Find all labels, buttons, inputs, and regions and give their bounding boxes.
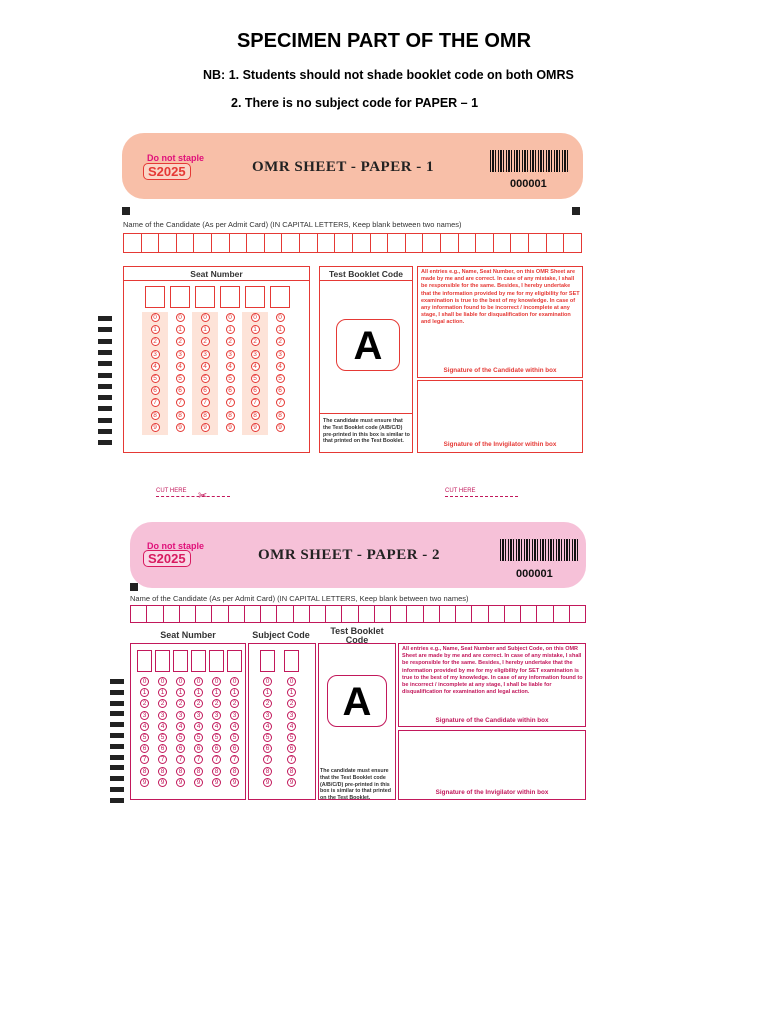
- bubble-5[interactable]: 5: [176, 733, 185, 742]
- bubble-0[interactable]: 0: [194, 677, 203, 686]
- bubble-7[interactable]: 7: [226, 398, 235, 407]
- digit-write-box[interactable]: [209, 650, 224, 672]
- name-letter-box[interactable]: [374, 605, 391, 623]
- bubble-8[interactable]: 8: [276, 411, 285, 420]
- name-letter-box[interactable]: [553, 605, 570, 623]
- bubble-6[interactable]: 6: [251, 386, 260, 395]
- bubble-0[interactable]: 0: [158, 677, 167, 686]
- bubble-9[interactable]: 9: [176, 423, 185, 432]
- registration-mark: [122, 207, 130, 215]
- registration-mark: [572, 207, 580, 215]
- bubble-2[interactable]: 2: [230, 699, 239, 708]
- bubble-4[interactable]: 4: [226, 362, 235, 371]
- divider: [319, 413, 413, 414]
- name-letter-box[interactable]: [510, 233, 529, 253]
- bubble-7[interactable]: 7: [263, 755, 272, 764]
- name-letter-box[interactable]: [455, 605, 472, 623]
- test-booklet-label: Test Booklet Code: [329, 269, 403, 279]
- bubble-6[interactable]: 6: [140, 744, 149, 753]
- timing-mark: [98, 395, 112, 400]
- name-letter-box[interactable]: [406, 605, 423, 623]
- name-letter-box[interactable]: [195, 605, 212, 623]
- bubble-0[interactable]: 0: [201, 313, 210, 322]
- name-letter-box[interactable]: [334, 233, 353, 253]
- bubble-1[interactable]: 1: [251, 325, 260, 334]
- timing-mark: [110, 798, 124, 803]
- name-letter-box[interactable]: [276, 605, 293, 623]
- bubble-1[interactable]: 1: [201, 325, 210, 334]
- note-2: 2. There is no subject code for PAPER – 1: [231, 96, 479, 110]
- bubble-3[interactable]: 3: [263, 711, 272, 720]
- bubble-4[interactable]: 4: [287, 722, 296, 731]
- timing-mark: [98, 429, 112, 434]
- name-letter-box[interactable]: [440, 233, 459, 253]
- bubble-4[interactable]: 4: [251, 362, 260, 371]
- name-letter-box[interactable]: [193, 233, 212, 253]
- seat-number-label: Seat Number: [190, 269, 243, 279]
- digit-write-box[interactable]: [191, 650, 206, 672]
- name-letter-box[interactable]: [130, 605, 147, 623]
- serial-number: 000001: [510, 178, 547, 190]
- bubble-6[interactable]: 6: [176, 744, 185, 753]
- bubble-3[interactable]: 3: [276, 350, 285, 359]
- bubble-2[interactable]: 2: [176, 337, 185, 346]
- digit-write-box[interactable]: [245, 286, 265, 308]
- bubble-9[interactable]: 9: [140, 778, 149, 787]
- bubble-8[interactable]: 8: [263, 767, 272, 776]
- name-letter-box[interactable]: [439, 605, 456, 623]
- digit-write-box[interactable]: [137, 650, 152, 672]
- bubble-2[interactable]: 2: [276, 337, 285, 346]
- sheet-title: OMR SHEET - PAPER - 2: [258, 547, 441, 563]
- bubble-3[interactable]: 3: [194, 711, 203, 720]
- bubble-3[interactable]: 3: [140, 711, 149, 720]
- test-booklet-label: Test Booklet Code: [330, 626, 384, 645]
- name-letter-box[interactable]: [146, 605, 163, 623]
- bubble-6[interactable]: 6: [226, 386, 235, 395]
- bubble-9[interactable]: 9: [158, 778, 167, 787]
- name-letter-box[interactable]: [422, 233, 441, 253]
- registration-mark: [130, 583, 138, 591]
- timing-mark: [110, 690, 124, 695]
- cut-line: [445, 496, 518, 497]
- divider: [319, 280, 413, 281]
- bubble-8[interactable]: 8: [230, 767, 239, 776]
- timing-mark: [98, 440, 112, 445]
- bubble-5[interactable]: 5: [230, 733, 239, 742]
- digit-write-box[interactable]: [227, 650, 242, 672]
- timing-mark: [110, 755, 124, 760]
- bubble-1[interactable]: 1: [158, 688, 167, 697]
- bubble-7[interactable]: 7: [276, 398, 285, 407]
- name-letter-box[interactable]: [179, 605, 196, 623]
- name-letter-box[interactable]: [370, 233, 389, 253]
- bubble-1[interactable]: 1: [276, 325, 285, 334]
- bubble-2[interactable]: 2: [158, 699, 167, 708]
- bubble-0[interactable]: 0: [151, 313, 160, 322]
- serial-number: 000001: [516, 568, 553, 580]
- bubble-0[interactable]: 0: [176, 677, 185, 686]
- bubble-8[interactable]: 8: [176, 767, 185, 776]
- bubble-9[interactable]: 9: [176, 778, 185, 787]
- candidate-signature-label: Signature of the Candidate within box: [435, 717, 549, 724]
- bubble-6[interactable]: 6: [151, 386, 160, 395]
- declaration-text: All entries e.g., Name, Seat Number and Subject Code, on this OMR Sheet are made by me and are correct. In case of any mistake, I shall be responsible for the same. Besides, I hereby undertake that the information provided by me for my eligibility for SET examination is true to the best of my knowledge. In case of any information found to be incorrect / incomplete at any stage, I shall be liable for disqualification for examination and legal action.: [402, 646, 583, 696]
- invigilator-signature-label: Signature of the Invigilator within box: [435, 789, 549, 796]
- name-letter-box[interactable]: [309, 605, 326, 623]
- digit-write-box[interactable]: [270, 286, 290, 308]
- bubble-3[interactable]: 3: [226, 350, 235, 359]
- name-letter-box[interactable]: [317, 233, 336, 253]
- bubble-5[interactable]: 5: [158, 733, 167, 742]
- name-letter-box[interactable]: [536, 605, 553, 623]
- name-letter-box[interactable]: [488, 605, 505, 623]
- bubble-3[interactable]: 3: [151, 350, 160, 359]
- exam-code: S2025: [143, 550, 191, 567]
- bubble-4[interactable]: 4: [176, 362, 185, 371]
- name-letter-box[interactable]: [246, 233, 265, 253]
- bubble-7[interactable]: 7: [176, 398, 185, 407]
- timing-mark: [98, 327, 112, 332]
- bubble-3[interactable]: 3: [176, 350, 185, 359]
- bubble-1[interactable]: 1: [194, 688, 203, 697]
- bubble-0[interactable]: 0: [140, 677, 149, 686]
- timing-mark: [110, 776, 124, 781]
- name-letter-box[interactable]: [123, 233, 142, 253]
- bubble-3[interactable]: 3: [230, 711, 239, 720]
- bubble-0[interactable]: 0: [287, 677, 296, 686]
- bubble-4[interactable]: 4: [158, 722, 167, 731]
- name-letter-box[interactable]: [358, 605, 375, 623]
- name-letter-box[interactable]: [475, 233, 494, 253]
- bubble-6[interactable]: 6: [201, 386, 210, 395]
- name-letter-box[interactable]: [563, 233, 582, 253]
- bubble-9[interactable]: 9: [201, 423, 210, 432]
- name-letter-box[interactable]: [325, 605, 342, 623]
- digit-write-box[interactable]: [170, 286, 190, 308]
- seat-number-label: Seat Number: [160, 630, 216, 640]
- timing-mark: [98, 316, 112, 321]
- name-letter-box[interactable]: [341, 605, 358, 623]
- bubble-3[interactable]: 3: [158, 711, 167, 720]
- bubble-6[interactable]: 6: [230, 744, 239, 753]
- name-letter-box[interactable]: [211, 605, 228, 623]
- do-not-staple-label: Do not staple: [147, 153, 205, 163]
- sheet-title: OMR SHEET - PAPER - 1: [252, 159, 435, 175]
- bubble-1[interactable]: 1: [230, 688, 239, 697]
- bubble-7[interactable]: 7: [230, 755, 239, 764]
- booklet-code-letter: A: [327, 675, 387, 727]
- name-letter-box[interactable]: [387, 233, 406, 253]
- name-letter-box[interactable]: [493, 233, 512, 253]
- bubble-6[interactable]: 6: [263, 744, 272, 753]
- name-letter-box[interactable]: [405, 233, 424, 253]
- bubble-8[interactable]: 8: [201, 411, 210, 420]
- timing-mark: [110, 787, 124, 792]
- digit-write-box[interactable]: [173, 650, 188, 672]
- bubble-5[interactable]: 5: [140, 733, 149, 742]
- bubble-7[interactable]: 7: [201, 398, 210, 407]
- subject-code-panel: [248, 643, 316, 800]
- bubble-3[interactable]: 3: [176, 711, 185, 720]
- bubble-1[interactable]: 1: [287, 688, 296, 697]
- bubble-2[interactable]: 2: [194, 699, 203, 708]
- booklet-code-letter: A: [336, 319, 400, 371]
- bubble-2[interactable]: 2: [176, 699, 185, 708]
- bubble-4[interactable]: 4: [212, 722, 221, 731]
- bubble-2[interactable]: 2: [251, 337, 260, 346]
- digit-write-box[interactable]: [220, 286, 240, 308]
- bubble-8[interactable]: 8: [287, 767, 296, 776]
- bubble-8[interactable]: 8: [140, 767, 149, 776]
- bubble-6[interactable]: 6: [194, 744, 203, 753]
- timing-mark: [110, 744, 124, 749]
- bubble-4[interactable]: 4: [276, 362, 285, 371]
- bubble-8[interactable]: 8: [226, 411, 235, 420]
- bubble-7[interactable]: 7: [176, 755, 185, 764]
- bubble-7[interactable]: 7: [158, 755, 167, 764]
- bubble-2[interactable]: 2: [287, 699, 296, 708]
- name-letter-box[interactable]: [260, 605, 277, 623]
- timing-mark: [98, 406, 112, 411]
- name-letter-box[interactable]: [158, 233, 177, 253]
- bubble-8[interactable]: 8: [212, 767, 221, 776]
- exam-code: S2025: [143, 163, 191, 180]
- bubble-0[interactable]: 0: [212, 677, 221, 686]
- name-field-label: Name of the Candidate (As per Admit Card) (IN CAPITAL LETTERS, Keep blank between two names): [123, 220, 462, 229]
- bubble-2[interactable]: 2: [263, 699, 272, 708]
- bubble-0[interactable]: 0: [251, 313, 260, 322]
- timing-mark: [110, 722, 124, 727]
- name-letter-box[interactable]: [163, 605, 180, 623]
- bubble-9[interactable]: 9: [263, 778, 272, 787]
- bubble-5[interactable]: 5: [226, 374, 235, 383]
- cut-here-label: CUT HERE: [156, 488, 187, 494]
- bubble-0[interactable]: 0: [263, 677, 272, 686]
- divider: [123, 280, 310, 281]
- note-1: NB: 1. Students should not shade booklet code on both OMRS: [203, 68, 574, 82]
- bubble-1[interactable]: 1: [226, 325, 235, 334]
- cut-here-label: CUT HERE: [445, 488, 476, 494]
- bubble-7[interactable]: 7: [251, 398, 260, 407]
- candidate-name-boxes[interactable]: [130, 605, 586, 623]
- bubble-5[interactable]: 5: [263, 733, 272, 742]
- bubble-1[interactable]: 1: [176, 325, 185, 334]
- bubble-9[interactable]: 9: [212, 778, 221, 787]
- bubble-3[interactable]: 3: [201, 350, 210, 359]
- bubble-9[interactable]: 9: [151, 423, 160, 432]
- bubble-7[interactable]: 7: [212, 755, 221, 764]
- bubble-8[interactable]: 8: [194, 767, 203, 776]
- name-letter-box[interactable]: [299, 233, 318, 253]
- bubble-4[interactable]: 4: [194, 722, 203, 731]
- bubble-1[interactable]: 1: [140, 688, 149, 697]
- bubble-9[interactable]: 9: [230, 778, 239, 787]
- bubble-8[interactable]: 8: [176, 411, 185, 420]
- name-letter-box[interactable]: [458, 233, 477, 253]
- do-not-staple-label: Do not staple: [147, 541, 205, 551]
- name-letter-box[interactable]: [352, 233, 371, 253]
- invigilator-signature-label: Signature of the Invigilator within box: [443, 441, 557, 448]
- bubble-3[interactable]: 3: [251, 350, 260, 359]
- booklet-note: The candidate must ensure that the Test Booklet code (A/B/C/D) pre-printed in this box is similar to that printed on the Test Booklet.: [320, 768, 391, 802]
- bubble-1[interactable]: 1: [212, 688, 221, 697]
- bubble-6[interactable]: 6: [176, 386, 185, 395]
- name-letter-box[interactable]: [228, 605, 245, 623]
- bubble-7[interactable]: 7: [194, 755, 203, 764]
- bubble-9[interactable]: 9: [194, 778, 203, 787]
- bubble-9[interactable]: 9: [287, 778, 296, 787]
- timing-mark: [110, 679, 124, 684]
- name-letter-box[interactable]: [471, 605, 488, 623]
- bubble-6[interactable]: 6: [212, 744, 221, 753]
- barcode: [500, 539, 578, 561]
- bubble-1[interactable]: 1: [176, 688, 185, 697]
- bubble-3[interactable]: 3: [287, 711, 296, 720]
- bubble-0[interactable]: 0: [276, 313, 285, 322]
- name-letter-box[interactable]: [244, 605, 261, 623]
- bubble-5[interactable]: 5: [287, 733, 296, 742]
- timing-mark: [98, 373, 112, 378]
- bubble-4[interactable]: 4: [230, 722, 239, 731]
- timing-mark: [98, 361, 112, 366]
- timing-mark: [98, 384, 112, 389]
- bubble-7[interactable]: 7: [151, 398, 160, 407]
- bubble-8[interactable]: 8: [251, 411, 260, 420]
- barcode: [490, 150, 568, 172]
- name-letter-box[interactable]: [176, 233, 195, 253]
- bubble-5[interactable]: 5: [194, 733, 203, 742]
- name-letter-box[interactable]: [546, 233, 565, 253]
- bubble-2[interactable]: 2: [151, 337, 160, 346]
- bubble-4[interactable]: 4: [151, 362, 160, 371]
- document-title: SPECIMEN PART OF THE OMR: [236, 30, 532, 52]
- bubble-0[interactable]: 0: [176, 313, 185, 322]
- name-letter-box[interactable]: [141, 233, 160, 253]
- name-letter-box[interactable]: [211, 233, 230, 253]
- bubble-4[interactable]: 4: [140, 722, 149, 731]
- candidate-name-boxes[interactable]: [123, 233, 582, 253]
- name-letter-box[interactable]: [264, 233, 283, 253]
- name-letter-box[interactable]: [423, 605, 440, 623]
- bubble-4[interactable]: 4: [263, 722, 272, 731]
- declaration-text: All entries e.g., Name, Seat Number, on this OMR Sheet are made by me and are correct. In case of any mistake, I shall be responsible for the same. Besides, I hereby undertake that the information provided by me for my eligibility for SET examination is true to the best of my knowledge. In case of any information found to be incorrect / incomplete at any stage, I shall be liable for disqualification for examination and legal action.: [421, 269, 580, 326]
- bubble-2[interactable]: 2: [201, 337, 210, 346]
- bubble-7[interactable]: 7: [287, 755, 296, 764]
- candidate-signature-label: Signature of the Candidate within box: [443, 367, 557, 374]
- bubble-2[interactable]: 2: [212, 699, 221, 708]
- bubble-1[interactable]: 1: [151, 325, 160, 334]
- timing-mark: [110, 765, 124, 770]
- digit-write-box[interactable]: [284, 650, 299, 672]
- cut-line: [156, 496, 230, 497]
- bubble-8[interactable]: 8: [151, 411, 160, 420]
- bubble-6[interactable]: 6: [287, 744, 296, 753]
- bubble-5[interactable]: 5: [276, 374, 285, 383]
- bubble-1[interactable]: 1: [263, 688, 272, 697]
- bubble-7[interactable]: 7: [140, 755, 149, 764]
- digit-write-box[interactable]: [260, 650, 275, 672]
- name-letter-box[interactable]: [390, 605, 407, 623]
- name-letter-box[interactable]: [520, 605, 537, 623]
- digit-write-box[interactable]: [145, 286, 165, 308]
- name-letter-box[interactable]: [528, 233, 547, 253]
- bubble-0[interactable]: 0: [230, 677, 239, 686]
- bubble-5[interactable]: 5: [212, 733, 221, 742]
- bubble-3[interactable]: 3: [212, 711, 221, 720]
- bubble-4[interactable]: 4: [201, 362, 210, 371]
- bubble-9[interactable]: 9: [276, 423, 285, 432]
- name-letter-box[interactable]: [293, 605, 310, 623]
- booklet-note: The candidate must ensure that the Test Booklet code (A/B/C/D) pre-printed in this box is similar to that printed on the Test Booklet.: [323, 418, 410, 445]
- digit-write-box[interactable]: [195, 286, 215, 308]
- bubble-2[interactable]: 2: [226, 337, 235, 346]
- bubble-9[interactable]: 9: [251, 423, 260, 432]
- name-letter-box[interactable]: [569, 605, 586, 623]
- scissors-icon: ✂: [198, 490, 208, 502]
- subject-code-label: Subject Code: [252, 630, 310, 640]
- bubble-0[interactable]: 0: [226, 313, 235, 322]
- timing-mark: [110, 711, 124, 716]
- bubble-6[interactable]: 6: [276, 386, 285, 395]
- bubble-5[interactable]: 5: [176, 374, 185, 383]
- timing-mark: [98, 339, 112, 344]
- digit-write-box[interactable]: [155, 650, 170, 672]
- timing-mark: [98, 418, 112, 423]
- bubble-9[interactable]: 9: [226, 423, 235, 432]
- timing-mark: [98, 350, 112, 355]
- bubble-2[interactable]: 2: [140, 699, 149, 708]
- bubble-6[interactable]: 6: [158, 744, 167, 753]
- bubble-5[interactable]: 5: [201, 374, 210, 383]
- name-field-label: Name of the Candidate (As per Admit Card) (IN CAPITAL LETTERS, Keep blank between two names): [130, 594, 469, 603]
- timing-mark: [110, 701, 124, 706]
- bubble-8[interactable]: 8: [158, 767, 167, 776]
- bubble-5[interactable]: 5: [251, 374, 260, 383]
- name-letter-box[interactable]: [229, 233, 248, 253]
- timing-mark: [110, 733, 124, 738]
- name-letter-box[interactable]: [504, 605, 521, 623]
- bubble-5[interactable]: 5: [151, 374, 160, 383]
- name-letter-box[interactable]: [281, 233, 300, 253]
- bubble-4[interactable]: 4: [176, 722, 185, 731]
